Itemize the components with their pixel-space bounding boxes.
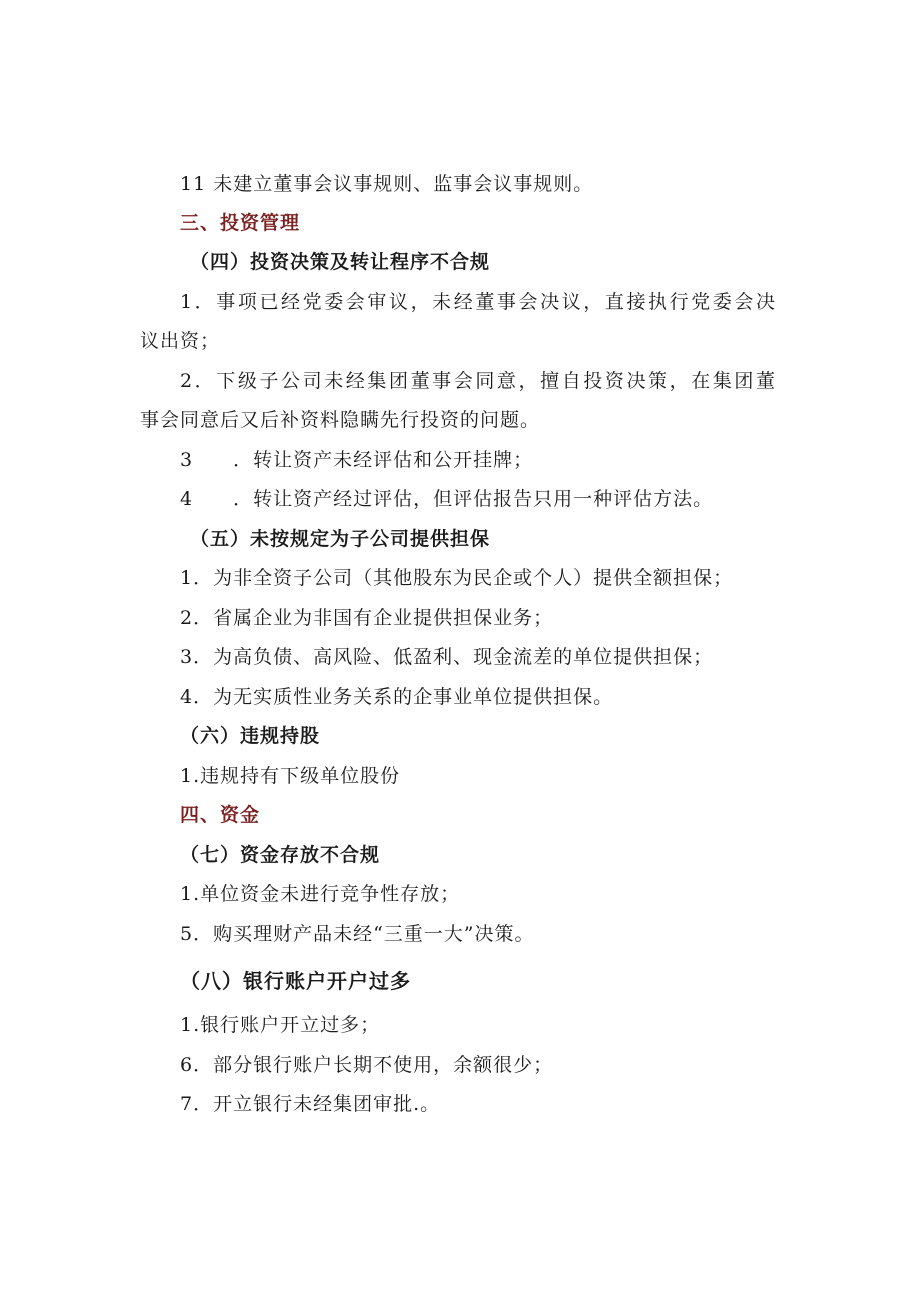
paragraph-8-7: 7．开立银行未经集团审批.。 (180, 1093, 441, 1115)
item-text: ．转让资产未经评估和公开挂牌； (233, 449, 534, 471)
paragraph-4-4 (180, 486, 713, 512)
paragraph-6-1: 1.违规持有下级单位股份 (180, 765, 401, 787)
subsection-heading-8: （八）银行账户开户过多 (180, 969, 411, 993)
paragraph-8-1: 1.银行账户开立过多； (180, 1014, 381, 1036)
paragraph-5-1: 1．为非全资子公司（其他股东为民企或个人）提供全额担保； (180, 567, 734, 589)
paragraph-4-3 (180, 447, 533, 473)
subsection-heading-6: （六）违规持股 (180, 725, 321, 747)
section-heading-investment: 三、投资管理 (180, 212, 301, 234)
paragraph-5-2: 2．省属企业为非国有企业提供担保业务； (180, 607, 554, 629)
item-text: ．转让资产经过评估，但评估报告只用一种评估方法。 (233, 488, 714, 510)
paragraph-5-3: 3．为高负债、高风险、低盈利、现金流差的单位提供担保； (180, 646, 714, 668)
subsection-heading-4: （四）投资决策及转让程序不合规 (190, 251, 491, 273)
paragraph-4-2-line2: 事会同意后又后补资料隐瞒先行投资的问题。 (140, 409, 541, 431)
paragraph-4-1-line2: 议出资； (140, 330, 221, 352)
subsection-heading-5: （五）未按规定为子公司提供担保 (190, 528, 491, 550)
section-heading-funds: 四、资金 (180, 804, 261, 826)
paragraph-7-1: 1.单位资金未进行竞争性存放； (180, 883, 461, 905)
paragraph-5-4: 4．为无实质性业务关系的企事业单位提供担保。 (180, 686, 614, 708)
paragraph-8-6: 6．部分银行账户长期不使用，余额很少； (180, 1054, 554, 1076)
subsection-heading-7: （七）资金存放不合规 (180, 844, 381, 866)
paragraph-4-1-line1: 1．事项已经党委会审议，未经董事会决议，直接执行党委会决 (180, 291, 776, 313)
paragraph-7-5: 5．购买理财产品未经“三重一大”决策。 (180, 923, 535, 945)
paragraph-11: 11 未建立董事会议事规则、监事会议事规则。 (180, 173, 594, 195)
paragraph-4-2-line1: 2．下级子公司未经集团董事会同意，擅自投资决策，在集团董 (180, 370, 776, 392)
item-number: 4 (180, 488, 194, 510)
item-number: 3 (180, 449, 194, 471)
